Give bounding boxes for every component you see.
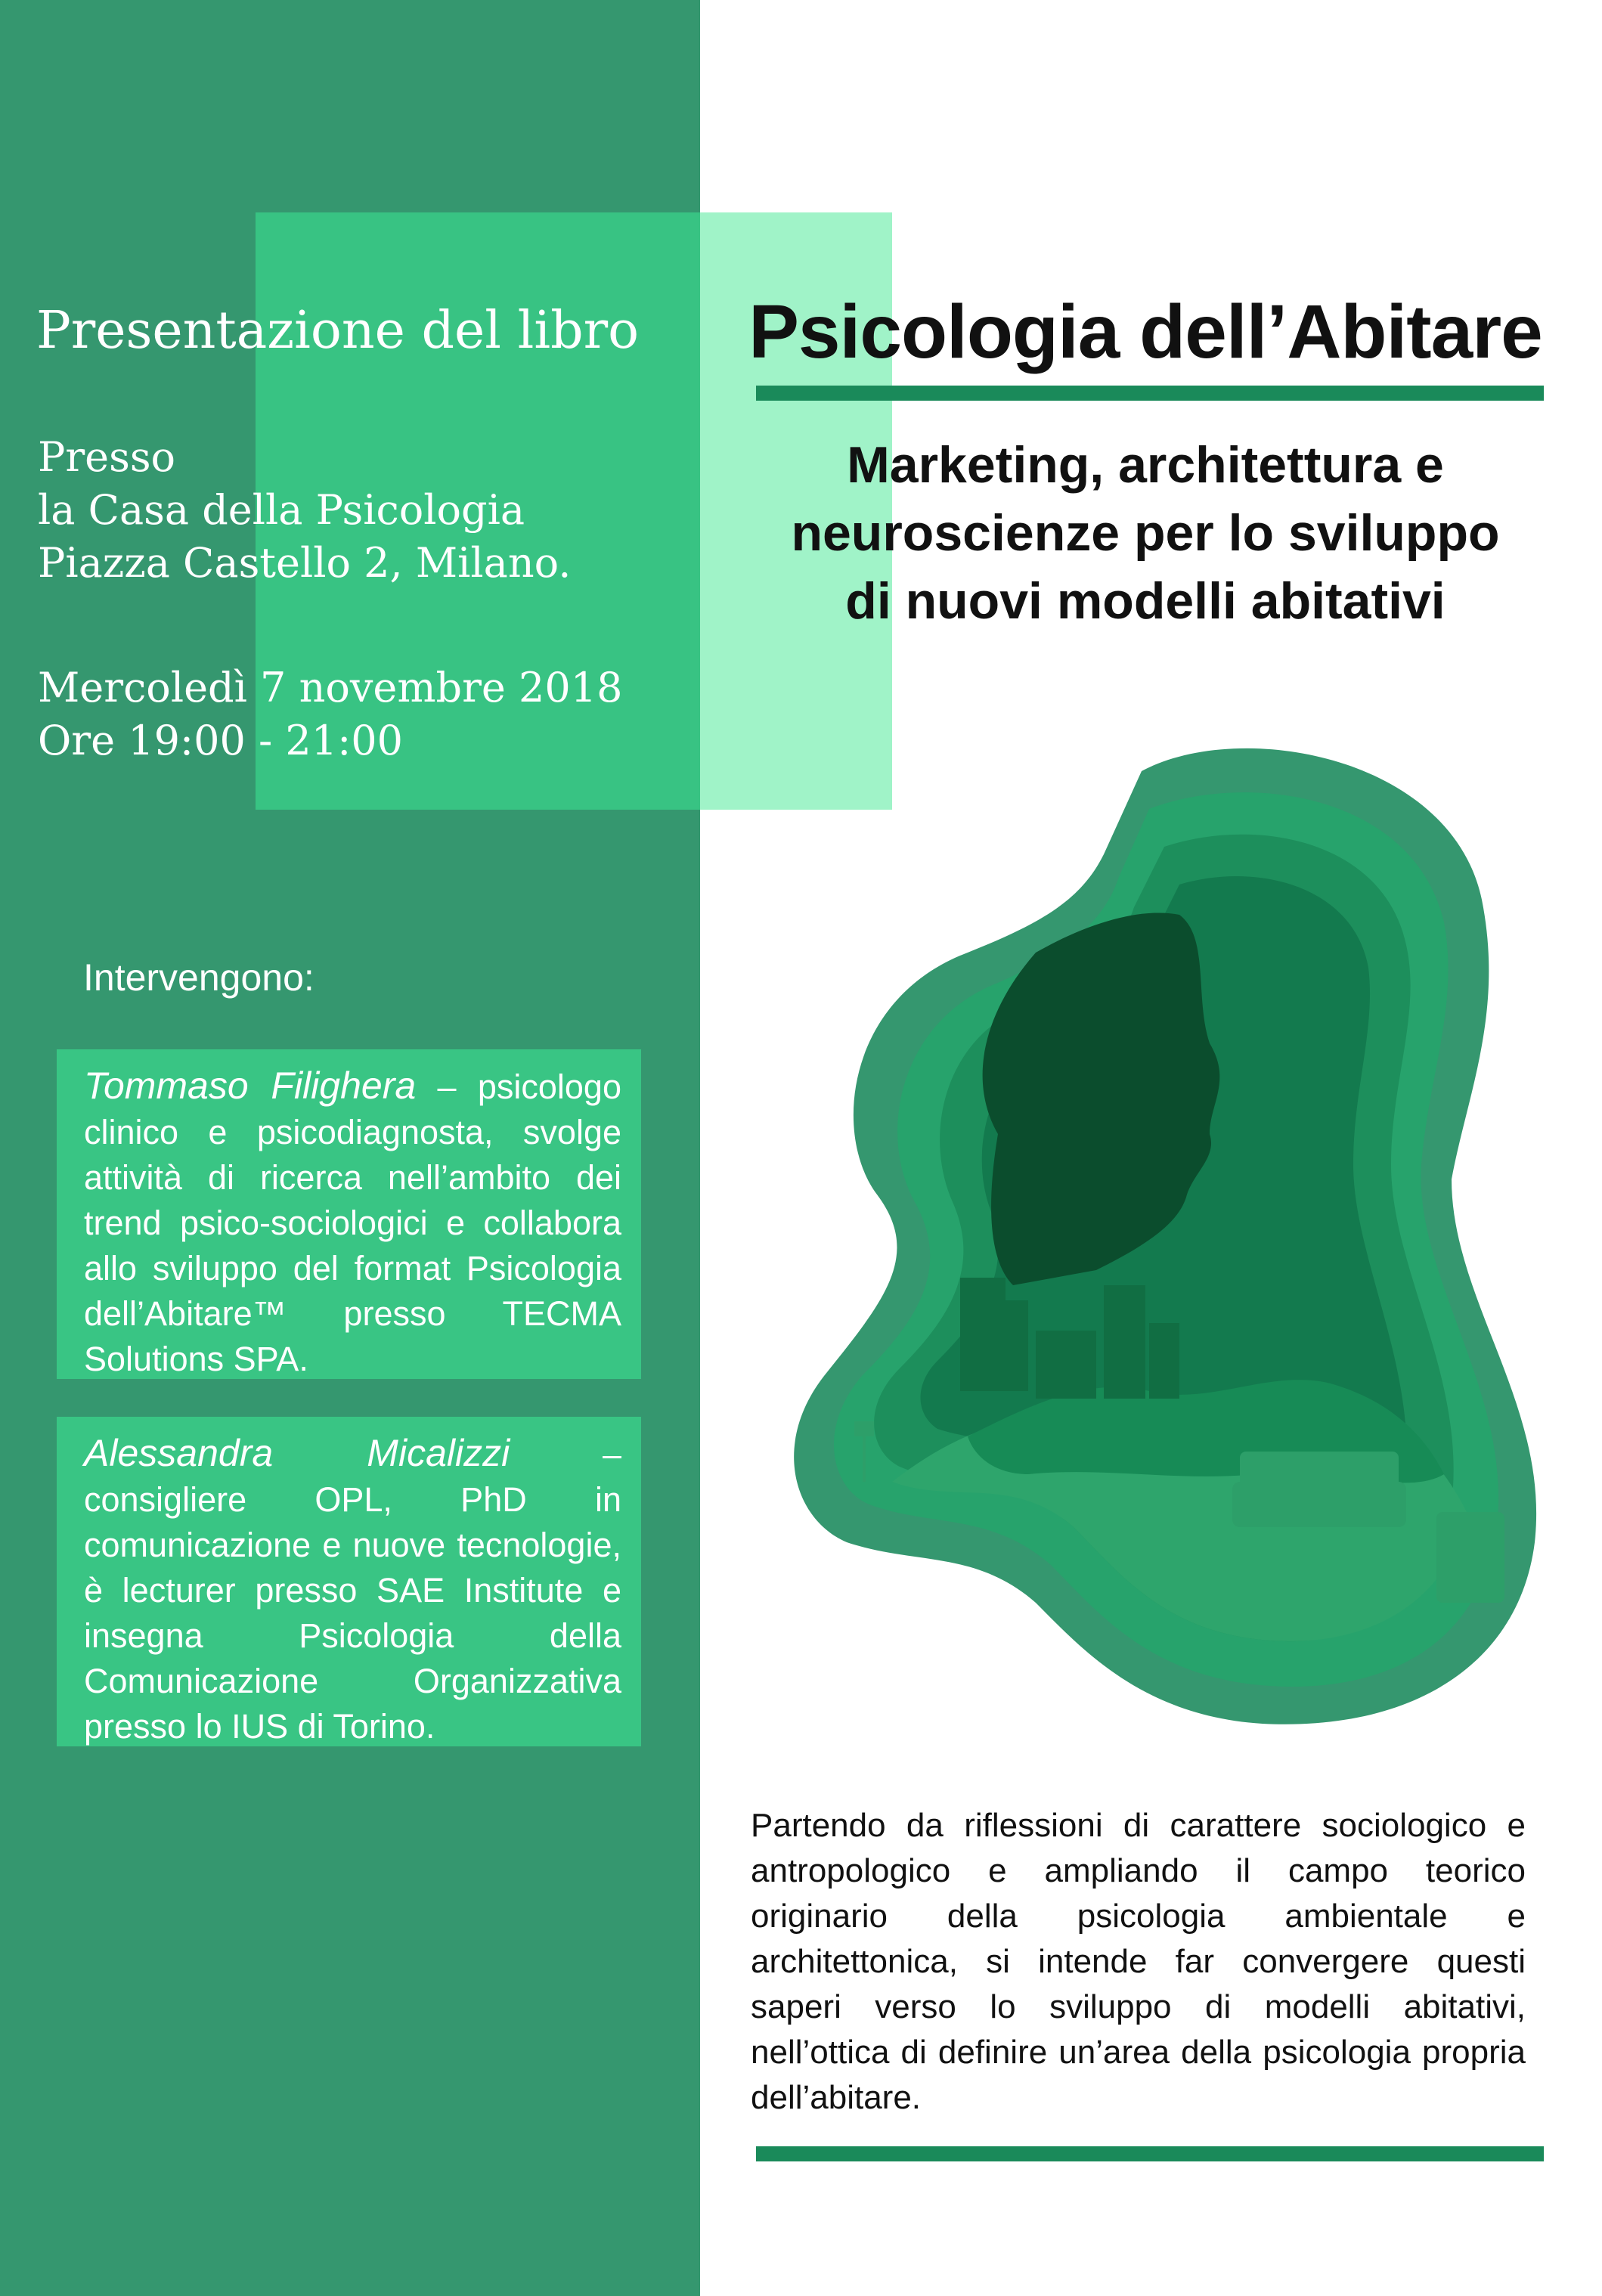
venue-line: Piazza Castello 2, Milano. — [38, 539, 572, 587]
speaker-bio: – psicologo clinico e psicodiagnosta, svolge attività di ricerca nell’ambito dei trend psico-sociologici e collabora allo sviluppo del format Psicologia dell’Abitare™ presso TECMA Solutions SPA. — [84, 1067, 621, 1378]
subtitle-line: neuroscienze per lo sviluppo — [791, 504, 1500, 562]
speaker-card — [57, 1417, 641, 1746]
speaker-bio: – consigliere OPL, PhD in comunicazione e nuove tecnologie, è lecturer presso SAE Institute e insegna Psicologia della Comunicazione Organizzativa presso lo IUS di Torino. — [84, 1435, 621, 1746]
speaker-name: Alessandra Micalizzi — [84, 1432, 510, 1474]
speaker-name: Tommaso Filighera — [84, 1064, 417, 1107]
bottom-divider — [756, 2146, 1544, 2161]
venue-line: Presso — [38, 433, 176, 481]
venue-line: la Casa della Psicologia — [38, 486, 525, 534]
speaker-card — [57, 1049, 641, 1379]
event-heading: Presentazione del libro — [36, 301, 640, 361]
papercut-illustration-icon — [786, 726, 1542, 1731]
event-venue — [38, 431, 571, 590]
speakers-label: Intervengono: — [83, 956, 315, 999]
subtitle-line: di nuovi modelli abitativi — [845, 572, 1446, 630]
date-line: Mercoledì 7 novembre 2018 — [38, 664, 623, 711]
time-line: Ore 19:00 - 21:00 — [38, 717, 404, 764]
title-divider — [756, 386, 1544, 401]
book-subtitle — [726, 431, 1565, 635]
subtitle-line: Marketing, architettura e — [847, 436, 1444, 494]
book-title: Psicologia dell’Abitare — [748, 290, 1542, 374]
book-description: Partendo da riflessioni di carattere sociologico e antropologico e ampliando il campo teorico originario della psicologia ambientale e architettonica, si intende far convergere questi saperi verso lo sviluppo di modelli abitativi, nell’ottica di definire un’area della psicologia propria dell’abitare. — [751, 1807, 1526, 2116]
event-date — [38, 662, 622, 767]
